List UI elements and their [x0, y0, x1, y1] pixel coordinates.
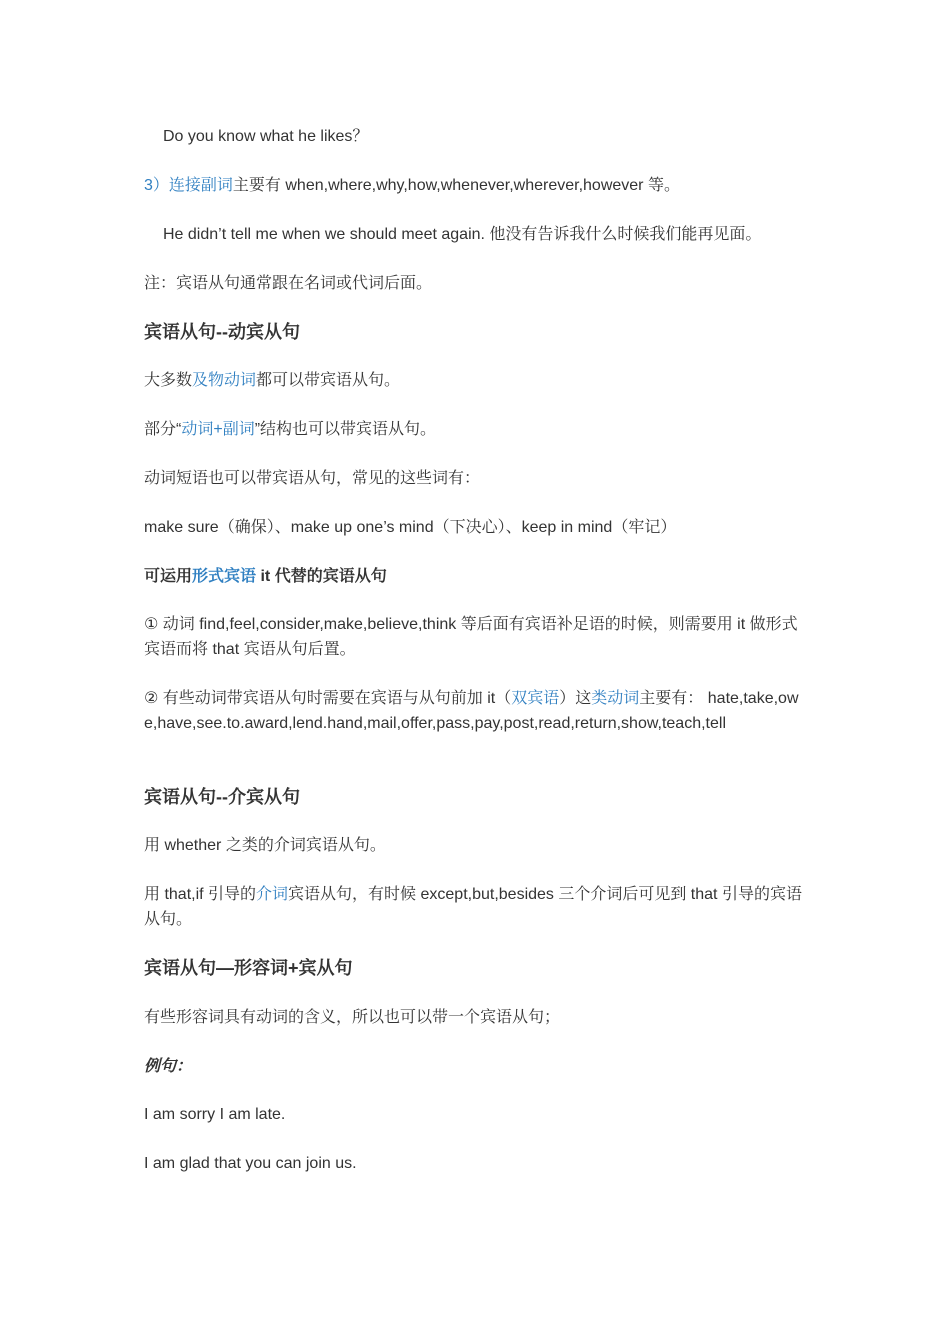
- paragraph-text: 主要有 when,where,why,how,whenever,wherever,however 等。: [232, 177, 680, 194]
- paragraph-text: ”结构也可以带宾语从句。: [254, 421, 437, 438]
- transitive-verb-paragraph: [144, 368, 810, 393]
- verb-adverb-paragraph: [144, 417, 810, 442]
- verb-phrase-examples: make sure（确保）、make up one’s mind（下决心）、keep in mind（牢记）: [144, 519, 677, 536]
- paragraph-text: ② 有些动词带宾语从句时需要在宾语与从句前加 it（: [144, 690, 512, 707]
- example-sentence-2: He didn’t tell me when we should meet again. 他没有告诉我什么时候我们能再见面。: [163, 226, 762, 243]
- whether-paragraph: 用 whether 之类的介词宾语从句。: [144, 837, 386, 854]
- verb-list: hate,take,owe,have,see.to.award,lend.hand,mail,offer,pass,pay,post,read,return,show,teach,tell: [144, 690, 799, 732]
- example-sentence-1: Do you know what he likes？: [163, 128, 369, 145]
- conjunctive-adverb-paragraph: [144, 173, 810, 198]
- subheading-text: 可运用: [144, 568, 193, 585]
- rule-2-paragraph: [144, 686, 810, 736]
- link-preposition[interactable]: 介词: [256, 886, 289, 903]
- paragraph-text: 宾语从句，有时候 except,but,besides 三个介词后可见到 that 引导的宾语从句。: [144, 886, 802, 928]
- list-number: 3）: [144, 177, 169, 194]
- link-double-object[interactable]: 双宾语: [511, 690, 560, 707]
- paragraph-text: ）这: [559, 690, 592, 707]
- link-verb[interactable]: 动词: [181, 421, 214, 438]
- rule-1-paragraph: ① 动词 find,feel,consider,make,believe,think 等后面有宾语补足语的时候，则需要用 it 做形式宾语而将 that 宾语从句后置。: [144, 616, 798, 658]
- note-paragraph: 注：宾语从句通常跟在名词或代词后面。: [144, 275, 433, 292]
- formal-object-subheading: [144, 564, 810, 589]
- example-sentence-3: I am sorry I am late.: [144, 1106, 286, 1123]
- paragraph-text: 主要有：: [639, 690, 704, 707]
- link-verb-class[interactable]: 类动词: [591, 690, 640, 707]
- verb-phrase-paragraph: 动词短语也可以带宾语从句，常见的这些词有：: [144, 470, 481, 487]
- paragraph-text: 大多数: [144, 372, 193, 389]
- that-if-paragraph: [144, 882, 810, 932]
- subheading-text: it 代替的宾语从句: [256, 568, 387, 585]
- paragraph-text: 部分“: [144, 421, 182, 438]
- link-adverb[interactable]: 副词: [222, 421, 255, 438]
- paragraph-text: 都可以带宾语从句。: [256, 372, 401, 389]
- section-heading-adjective-object: 宾语从句—形容词+宾从句: [144, 958, 353, 978]
- adjective-paragraph: 有些形容词具有动词的含义，所以也可以带一个宾语从句；: [144, 1009, 561, 1026]
- section-heading-verb-object: 宾语从句--动宾从句: [144, 322, 300, 342]
- section-heading-preposition-object: 宾语从句--介宾从句: [144, 787, 300, 807]
- example-sentence-4: I am glad that you can join us.: [144, 1155, 357, 1172]
- paragraph-text: 用 that,if 引导的: [144, 886, 257, 903]
- link-transitive-verb[interactable]: 及物动词: [192, 372, 257, 389]
- plus-sign: +: [213, 421, 223, 438]
- example-label: 例句：: [144, 1058, 193, 1075]
- link-conjunctive-adverb[interactable]: 连接副词: [168, 177, 233, 194]
- link-formal-object[interactable]: 形式宾语: [192, 568, 257, 585]
